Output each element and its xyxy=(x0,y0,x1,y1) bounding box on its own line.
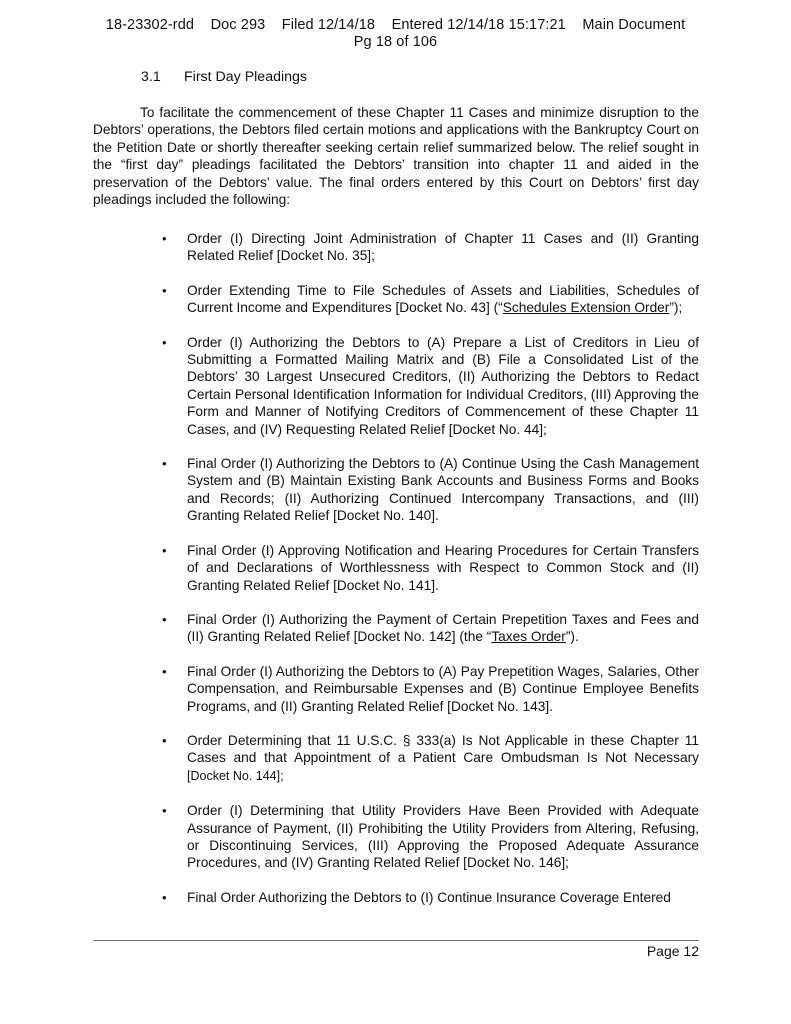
bullet-icon: • xyxy=(162,282,167,298)
list-item-text: Final Order (I) Authorizing the Debtors to (A) Pay Prepetition Wages, Salaries, Other Compensation, and Reimbursable Expenses and (B) Continue Employee Benefits Programs, and (II) Granting Related Relief [Docket No. 143]. xyxy=(187,663,699,714)
list-item-text: Final Order (I) Authorizing the Payment of Certain Prepetition Taxes and Fees and (II) Granting Related Relief [Docket No. 142] (the “ xyxy=(187,611,699,645)
section-title: First Day Pleadings xyxy=(184,69,308,85)
bullet-icon: • xyxy=(162,334,167,350)
list-item-text: Order (I) Directing Joint Administration of Chapter 11 Cases and (II) Granting Related Relief [Docket No. 35]; xyxy=(187,231,699,264)
list-item-text: Order (I) Authorizing the Debtors to (A) Prepare a List of Creditors in Lieu of Submitting a Formatted Mailing Matrix and (B) File a Consolidated List of the Debtors’ 30 Largest Unsecured Creditors, (II) Authorizing the Debtors to Redact Certain Personal Identification Information for Individual Creditors, (III) Approving the Form and Manner of Notifying Creditors of Commencement of these Chapter 11 Cases, and (IV) Requesting Related Relief [Docket No. 44]; xyxy=(187,334,699,437)
intro-paragraph xyxy=(93,104,699,208)
bullet-icon: • xyxy=(162,889,167,905)
section-heading xyxy=(141,69,307,86)
docket-page-count: Pg 18 of 106 xyxy=(353,34,438,50)
list-item-text-end: ”); xyxy=(669,300,683,316)
list-item xyxy=(156,663,699,715)
list-item xyxy=(156,455,699,525)
bullet-icon: • xyxy=(162,542,167,558)
list-item-text: Order Extending Time to File Schedules of Assets and Liabilities, Schedules of Current Income and Expenditures [Docket No. 43] (“ xyxy=(187,282,699,316)
docket-reference: [Docket No. 144]; xyxy=(187,768,284,783)
list-item-text-end: ”). xyxy=(565,629,579,645)
intro-text: To facilitate the commencement of these Chapter 11 Cases and minimize disruption to the Debtors’ operations, the Debtors filed certain motions and applications with the Bankruptcy Court on the Petition Date or shortly thereafter seeking certain relief summarized below. The relief sought in the “first day” pleadings facilitated the Debtors’ transition into chapter 11 and aided in the preservation of the Debtors’ value. The final orders entered by this Court on Debtors’ first day pleadings included the following: xyxy=(93,105,699,208)
bullet-icon: • xyxy=(162,803,167,819)
list-item-text: Final Order (I) Authorizing the Debtors to (A) Continue Using the Cash Management System and (B) Maintain Existing Bank Accounts and Business Forms and Books and Records; (II) Authorizing Continued Intercompany Transactions, and (III) Granting Related Relief [Docket No. 140]. xyxy=(187,456,699,524)
list-item xyxy=(156,611,699,646)
list-item-text: Final Order Authorizing the Debtors to (I) Continue Insurance Coverage Entered xyxy=(187,889,671,905)
docket-header-line: 18-23302-rdd Doc 293 Filed 12/14/18 Entered 12/14/18 15:17:21 Main Document xyxy=(105,17,686,33)
list-item xyxy=(156,732,699,785)
defined-term: Taxes Order xyxy=(491,629,566,645)
bullet-icon: • xyxy=(162,611,167,627)
bullet-icon: • xyxy=(162,456,167,472)
footer-divider xyxy=(93,940,699,941)
list-item-text: Order Determining that 11 U.S.C. § 333(a) Is Not Applicable in these Chapter 11 Cases and that Appointment of a Patient Care Ombudsman Is Not Necessary xyxy=(187,732,699,766)
list-item-text: Order (I) Determining that Utility Providers Have Been Provided with Adequate Assurance of Payment, (II) Prohibiting the Utility Providers from Altering, Refusing, or Discontinuing Services, (III) Approving the Proposed Adequate Assurance Procedures, and (IV) Granting Related Relief [Docket No. 146]; xyxy=(187,803,699,871)
bullet-icon: • xyxy=(162,231,167,246)
page-number: Page 12 xyxy=(646,943,699,959)
docket-header xyxy=(0,17,791,51)
list-item xyxy=(156,802,699,872)
section-number: 3.1 xyxy=(141,69,161,85)
list-item xyxy=(156,889,699,906)
list-item-text: Final Order (I) Approving Notification and Hearing Procedures for Certain Transfers of and Declarations of Worthlessness with Respect to Common Stock and (II) Granting Related Relief [Docket No. 141]. xyxy=(187,542,699,593)
list-item xyxy=(156,334,699,438)
bullet-icon: • xyxy=(162,663,167,679)
first-day-orders-list xyxy=(156,230,699,906)
bullet-icon: • xyxy=(162,732,167,748)
list-item xyxy=(156,230,699,265)
defined-term: Schedules Extension Order xyxy=(502,300,670,316)
list-item xyxy=(156,542,699,594)
list-item xyxy=(156,282,699,317)
